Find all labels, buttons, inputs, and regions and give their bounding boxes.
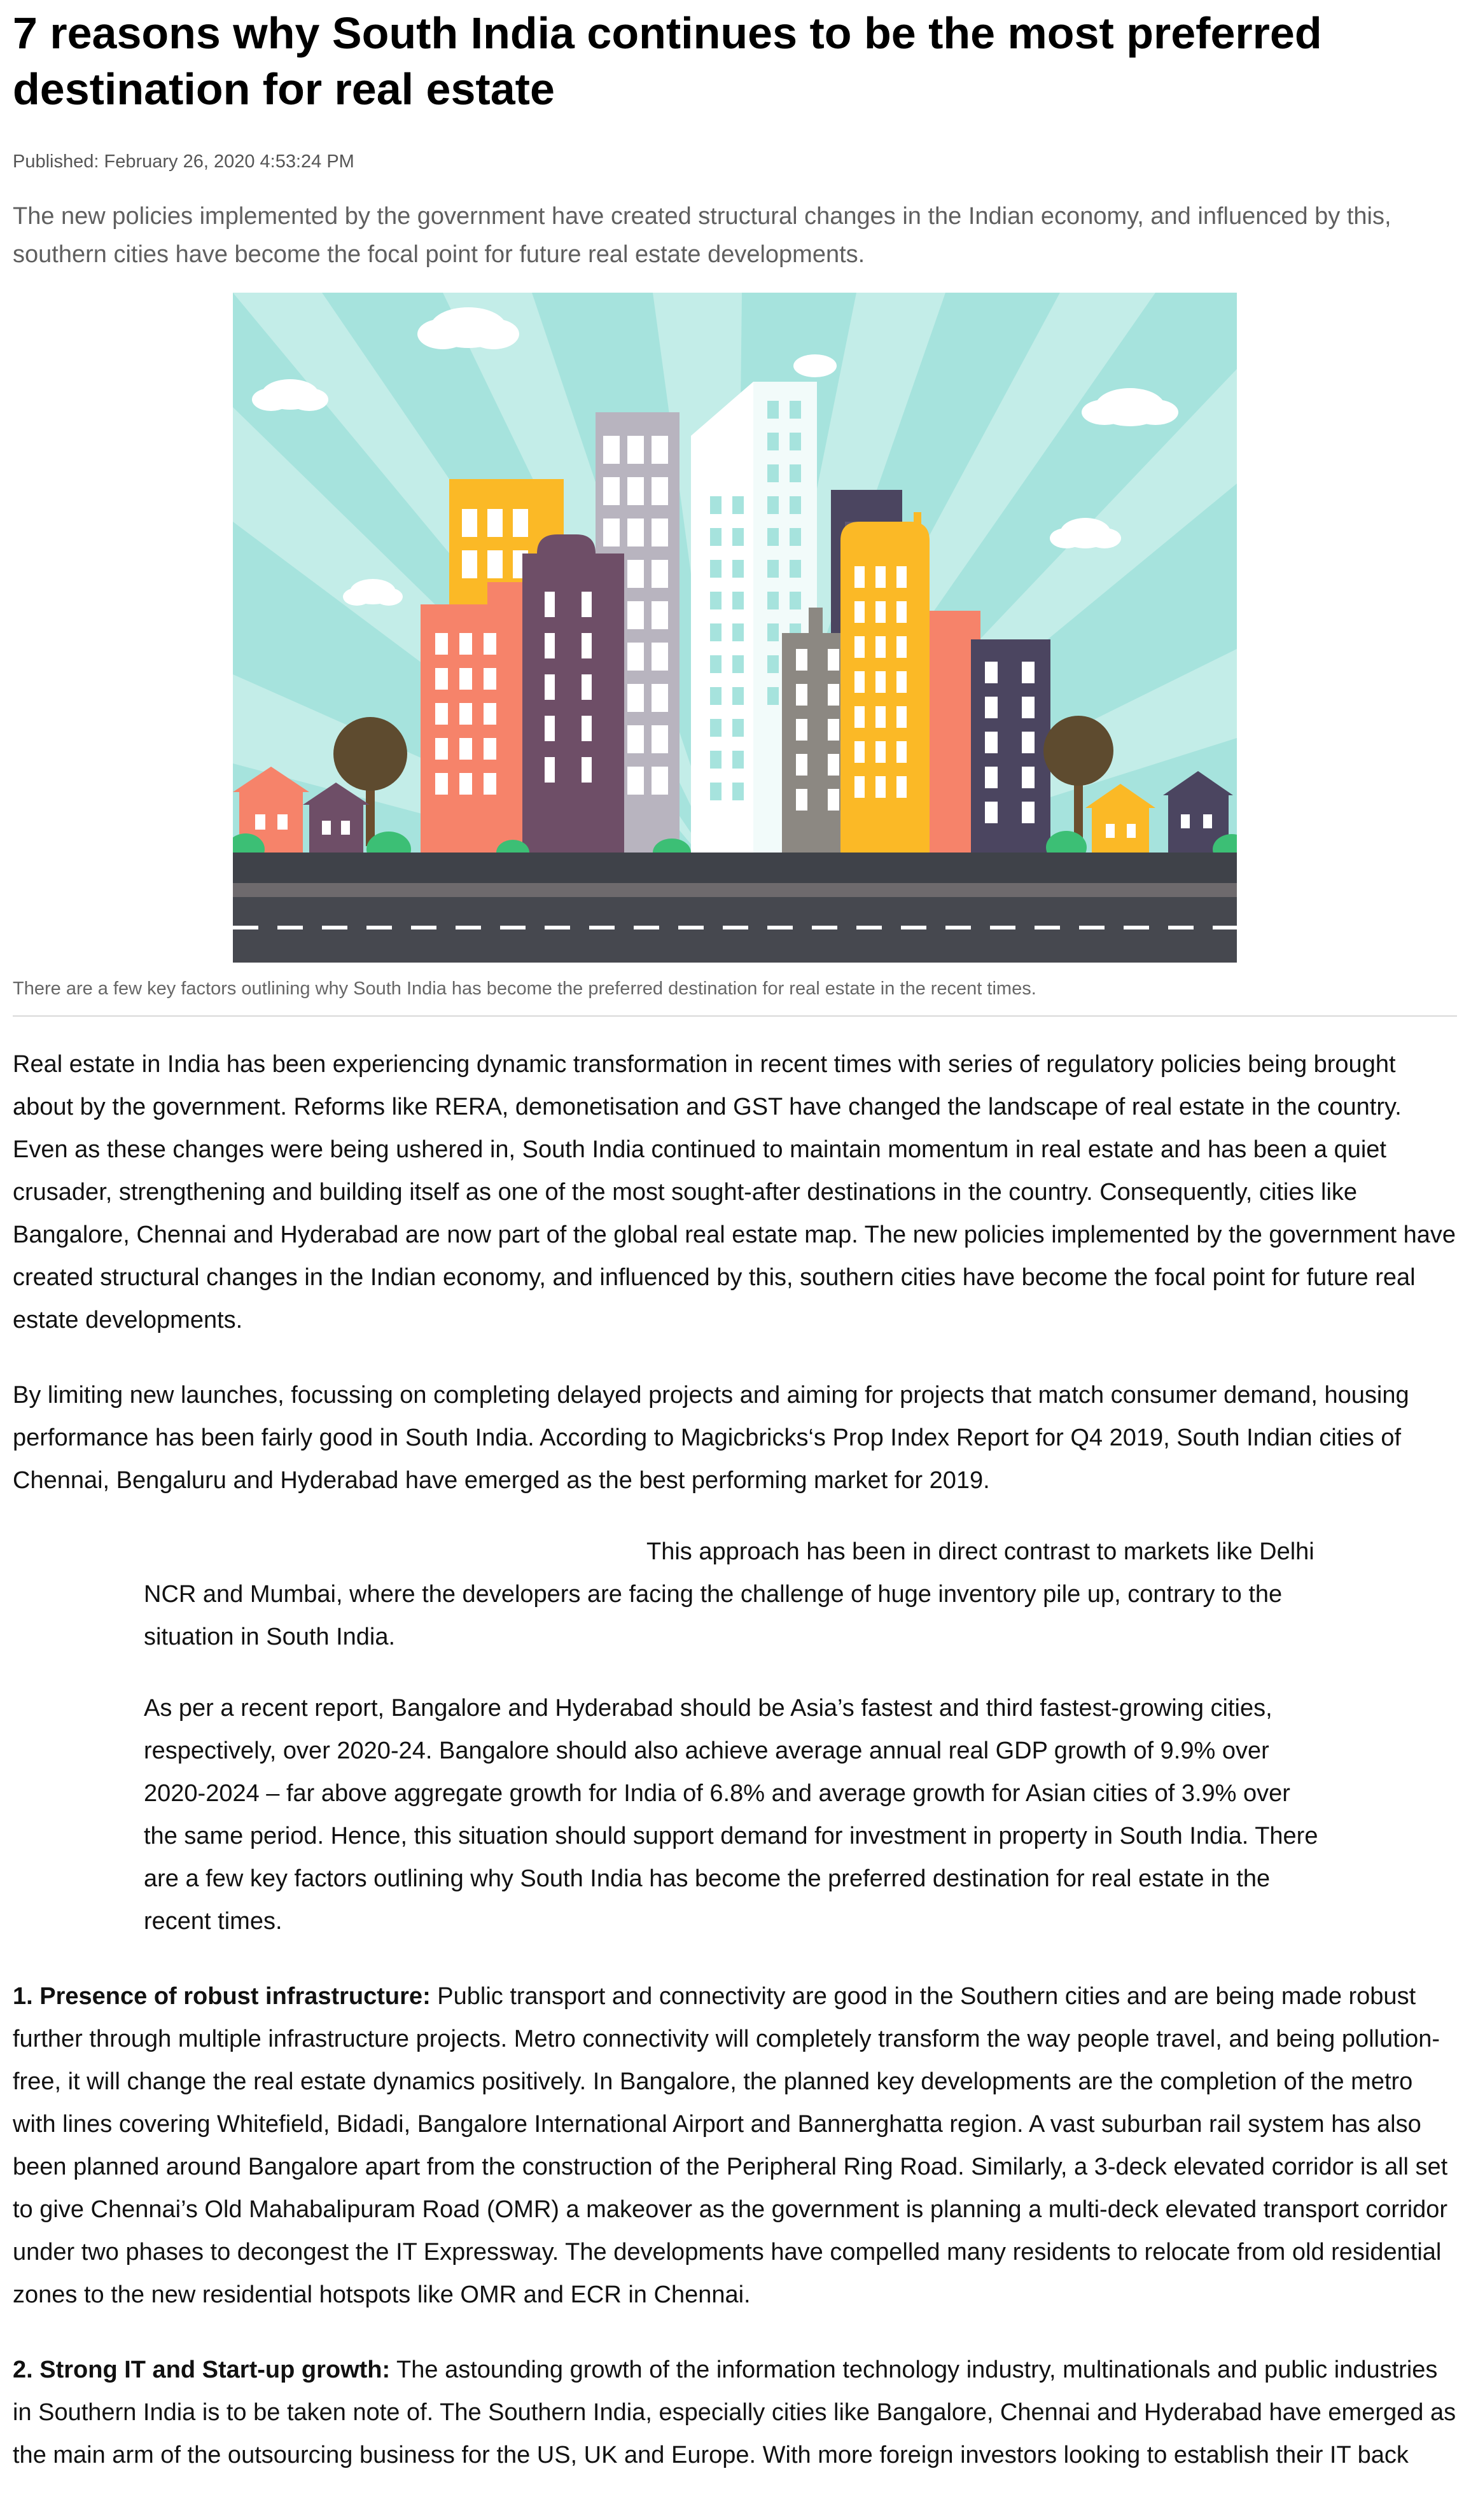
city-skyline-illustration [233,293,1237,963]
body-paragraph-2: By limiting new launches, focussing on completing delayed projects and aiming for projects that match consumer demand, housing performance has been fairly good in South India. According to Magicbricks‘s Prop Index Report for Q4 2019, South Indian cities of Chennai, Bengaluru and Hyderabad have emerged as the best performing market for 2019. [13,1382,1409,1494]
article-summary: The new policies implemented by the government have created structural changes in the Indian economy, and influenced by this, southern cities have become the focal point for future real estate developments. [13,203,1391,268]
divider [13,1015,1457,1017]
quote-paragraph-1-text: This approach has been in direct contrast to markets like Delhi NCR and Mumbai, where the developers are facing the challenge of huge inventory pile up, contrary to the situation in South India. [144,1538,1314,1650]
section-1-text: Public transport and connectivity are good in the Southern cities and are being made robust further through multiple infrastructure projects. Metro connectivity will completely transform the way people travel, and being pollution-free, it will change the real estate dynamics positively. In Bangalore, the planned key developments are the completion of the metro with lines covering Whitefield, Bidadi, Bangalore International Airport and Bannerghatta region. A vast suburban rail system has also been planned around Bangalore apart from the construction of the Peripheral Ring Road. Similarly, a 3-deck elevated corridor is all set to give Chennai’s Old Mahabalipuram Road (OMR) a makeover as the government is planning a multi-deck elevated transport corridor under two phases to decongest the IT Expressway. The developments have compelled many residents to relocate from old residential zones to the new residential hotspots like OMR and ECR in Chennai. [13,1983,1448,2308]
section-2 [13,2349,1460,2477]
section-2-heading: 2. Strong IT and Start-up growth: [13,2356,391,2383]
published-date: Published: February 26, 2020 4:53:24 PM [13,151,354,172]
quote-paragraph-2: As per a recent report, Bangalore and Hyderabad should be Asia’s fastest and third fastest-growing cities, respectively, over 2020-24. Bangalore should also achieve average annual real GDP growth of 9.9% over 2020-2024 – far above aggregate growth for India of 6.8% and average growth for Asian cities of 3.9% over the same period. Hence, this situation should support demand for investment in property in South India. There are a few key factors outlining why South India has become the preferred destination for real estate in the recent times. [144,1695,1318,1935]
body-paragraph-1: Real estate in India has been experiencing dynamic transformation in recent times with series of regulatory policies being brought about by the government. Reforms like RERA, demonetisation and GST have changed the landscape of real estate in the country. Even as these changes were being ushered in, South India continued to maintain momentum in real estate and has been a quiet crusader, strengthening and building itself as one of the most sought-after destinations in the country. Consequently, cities like Bangalore, Chennai and Hyderabad are now part of the global real estate map. The new policies implemented by the government have created structural changes in the Indian economy, and influenced by this, southern cities have become the focal point for future real estate developments. [13,1051,1456,1333]
image-caption: There are a few key factors outlining why South India has become the preferred destination for real estate in the recent times. [13,978,1036,999]
article-headline: 7 reasons why South India continues to be the most preferred destination for real estate [13,8,1322,114]
section-1 [13,1975,1460,2316]
section-1-heading: 1. Presence of robust infrastructure: [13,1983,431,2010]
section-2-text: The astounding growth of the information technology industry, multinationals and public industries in Southern India is to be taken note of. The Southern India, especially cities like Bangalore, Chennai and Hyderabad have emerged as the main arm of the outsourcing business for the US, UK and Europe. With more foreign investors looking to establish their IT back [13,2356,1456,2468]
quote-paragraph-1 [144,1531,1327,1659]
hero-image [233,293,1237,963]
